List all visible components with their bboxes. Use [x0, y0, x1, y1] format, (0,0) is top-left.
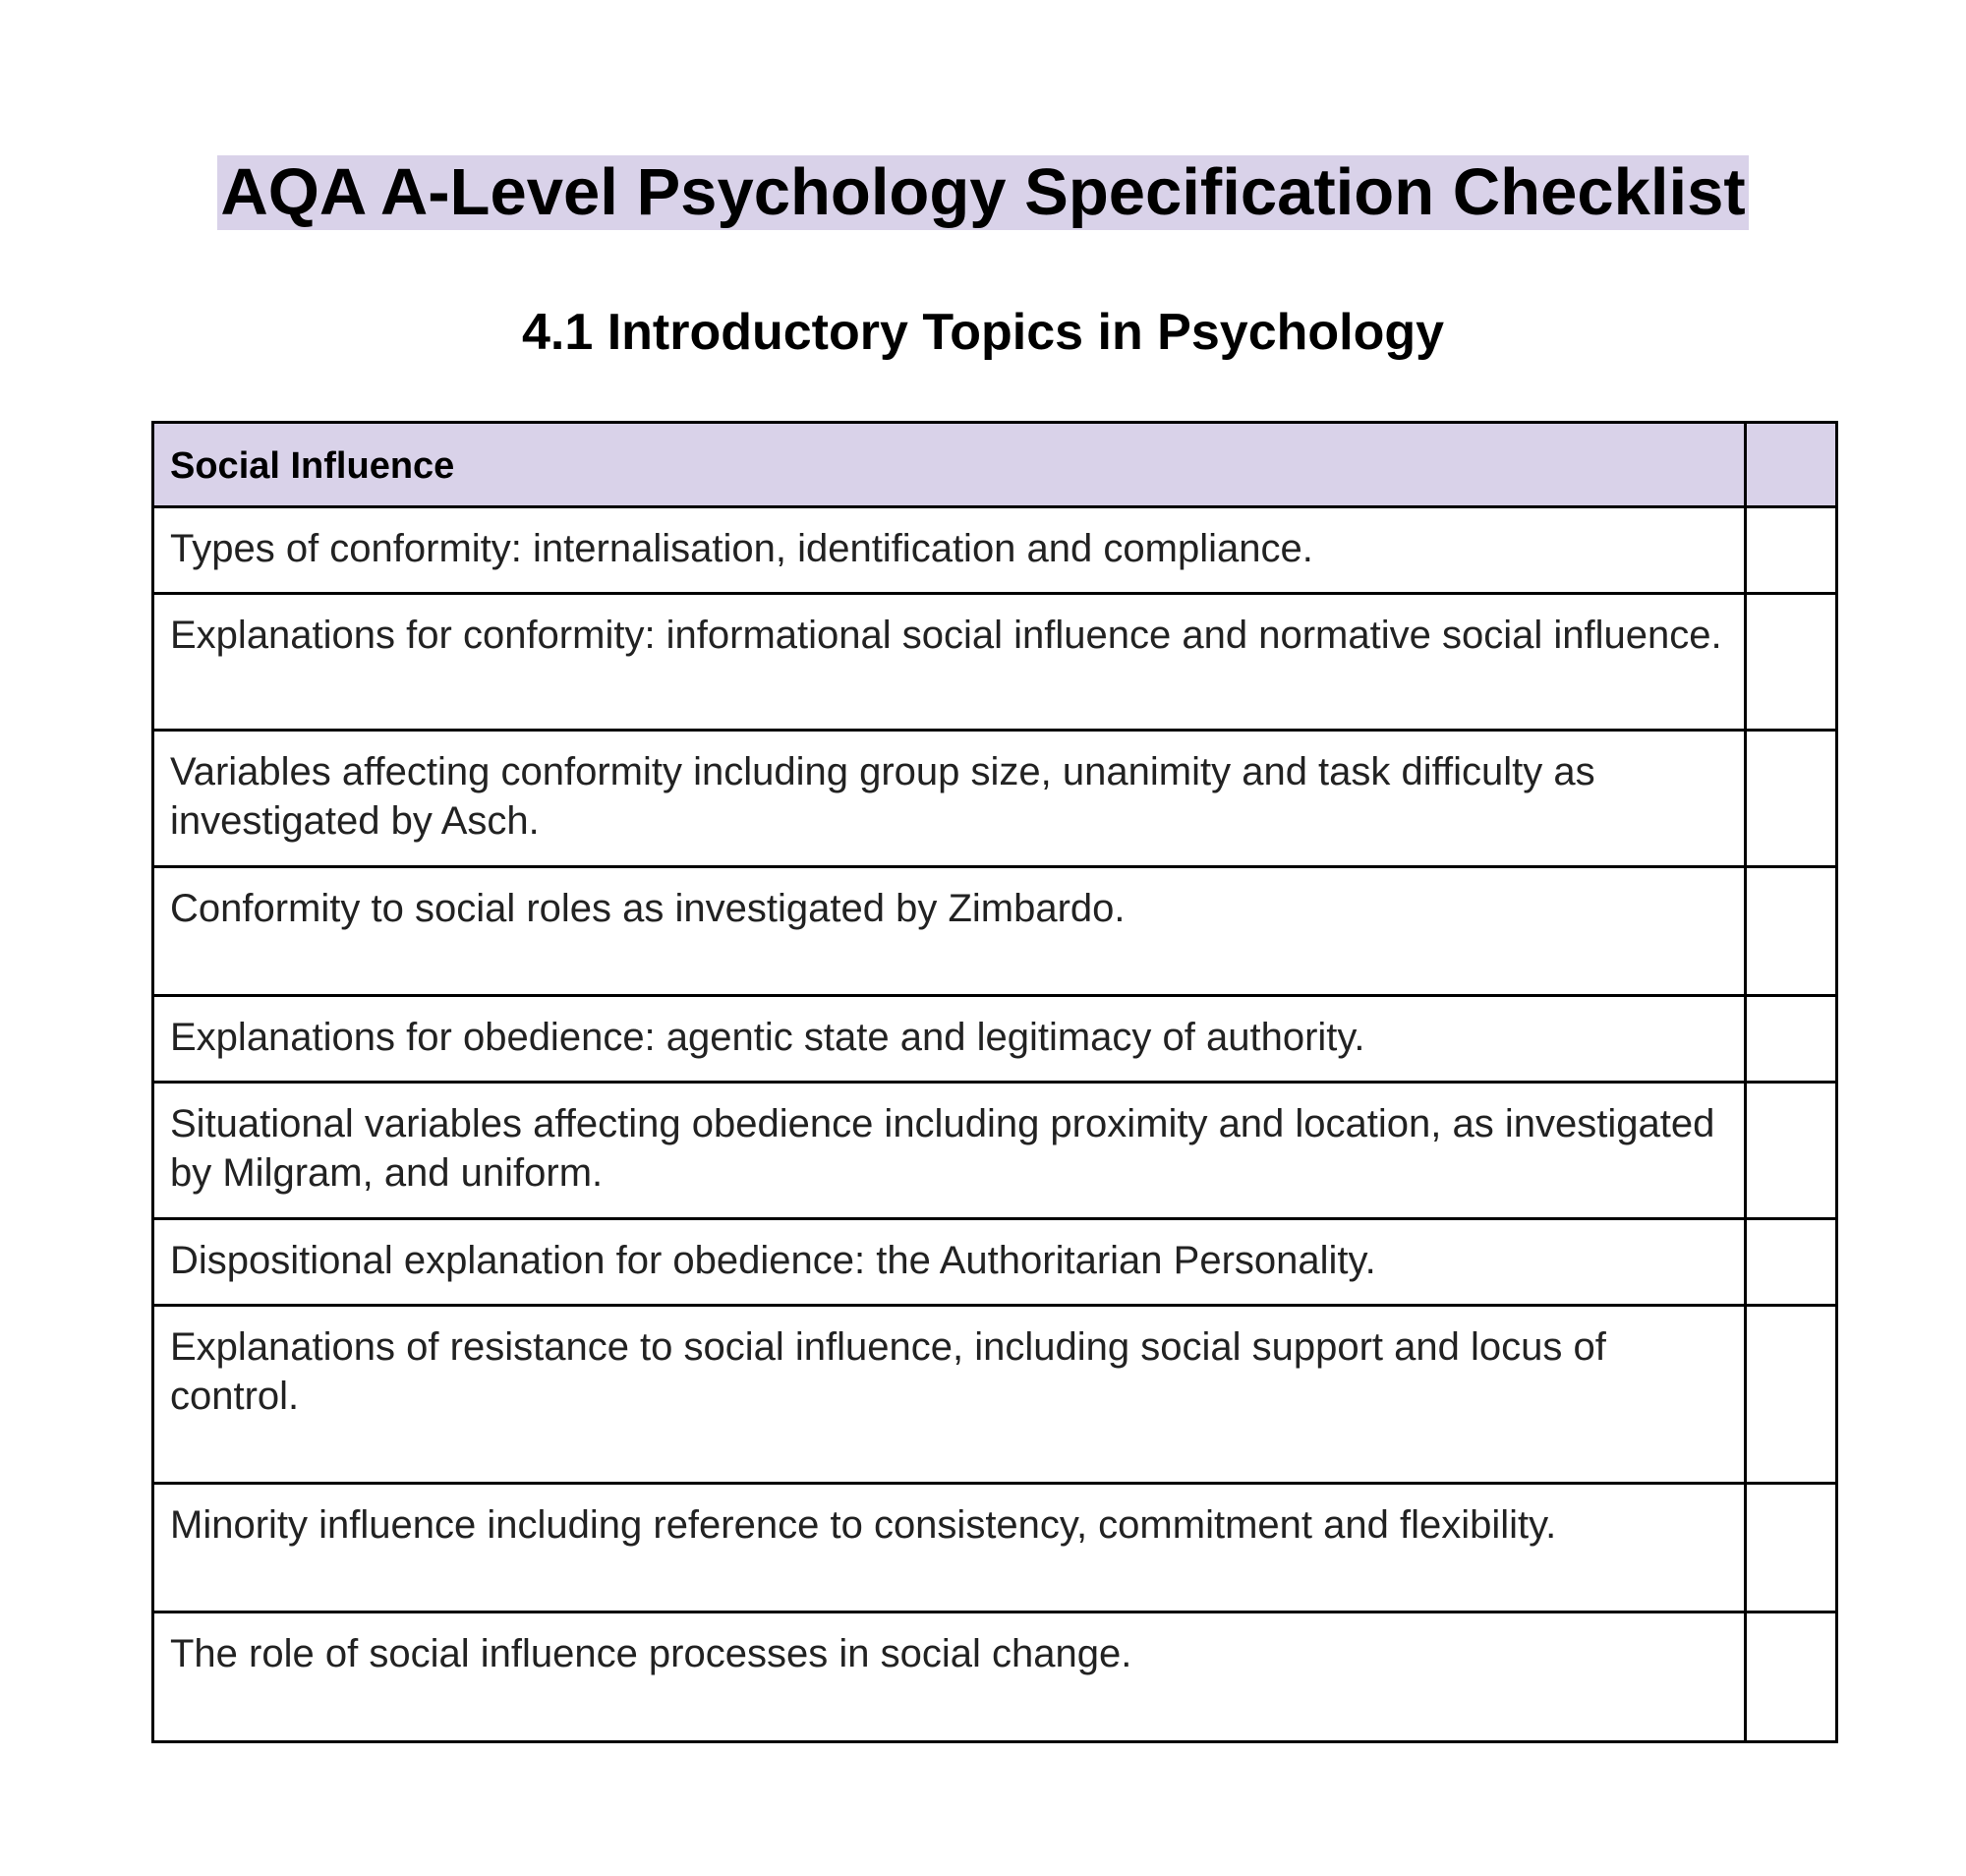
tick-box[interactable] — [1746, 1219, 1837, 1306]
topic-text: Minority influence including reference to consistency, commitment and flexibility. — [153, 1484, 1746, 1612]
topic-text: Conformity to social roles as investigated by Zimbardo. — [153, 867, 1746, 996]
topic-text: Situational variables affecting obedience including proximity and location, as investigated by Milgram, and uniform. — [153, 1083, 1746, 1219]
topic-text: Dispositional explanation for obedience: the Authoritarian Personality. — [153, 1219, 1746, 1306]
topic-text: Explanations of resistance to social influence, including social support and locus of control. — [153, 1306, 1746, 1484]
tick-box[interactable] — [1746, 867, 1837, 996]
table-row — [153, 594, 1837, 731]
table-row — [153, 507, 1837, 594]
topic-text: Variables affecting conformity including group size, unanimity and task difficulty as investigated by Asch. — [153, 731, 1746, 867]
topic-text: Explanations for conformity: informational social influence and normative social influence. — [153, 594, 1746, 731]
document-title: AQA A-Level Psychology Specification Checklist — [217, 155, 1748, 230]
tick-box[interactable] — [1746, 1083, 1837, 1219]
table-row — [153, 731, 1837, 867]
topic-text: The role of social influence processes in social change. — [153, 1612, 1746, 1742]
tick-box[interactable] — [1746, 594, 1837, 731]
tick-box[interactable] — [1746, 1612, 1837, 1742]
table-row — [153, 1306, 1837, 1484]
table-row — [153, 996, 1837, 1083]
section-title: 4.1 Introductory Topics in Psychology — [521, 304, 1445, 361]
tick-box[interactable] — [1746, 1484, 1837, 1612]
tick-box[interactable] — [1746, 1306, 1837, 1484]
table-row — [153, 1612, 1837, 1742]
specification-checklist-table — [151, 421, 1838, 1743]
topic-text: Explanations for obedience: agentic state and legitimacy of authority. — [153, 996, 1746, 1083]
tick-box[interactable] — [1746, 996, 1837, 1083]
header-tick-cell — [1746, 423, 1837, 507]
table-row — [153, 867, 1837, 996]
tick-box[interactable] — [1746, 507, 1837, 594]
table-header-label: Social Influence — [153, 423, 1746, 507]
tick-box[interactable] — [1746, 731, 1837, 867]
table-row — [153, 1484, 1837, 1612]
table-row — [153, 1219, 1837, 1306]
table-header-row — [153, 423, 1837, 507]
document-title-wrapper — [0, 155, 1966, 230]
table-row — [153, 1083, 1837, 1219]
topic-text: Types of conformity: internalisation, identification and compliance. — [153, 507, 1746, 594]
